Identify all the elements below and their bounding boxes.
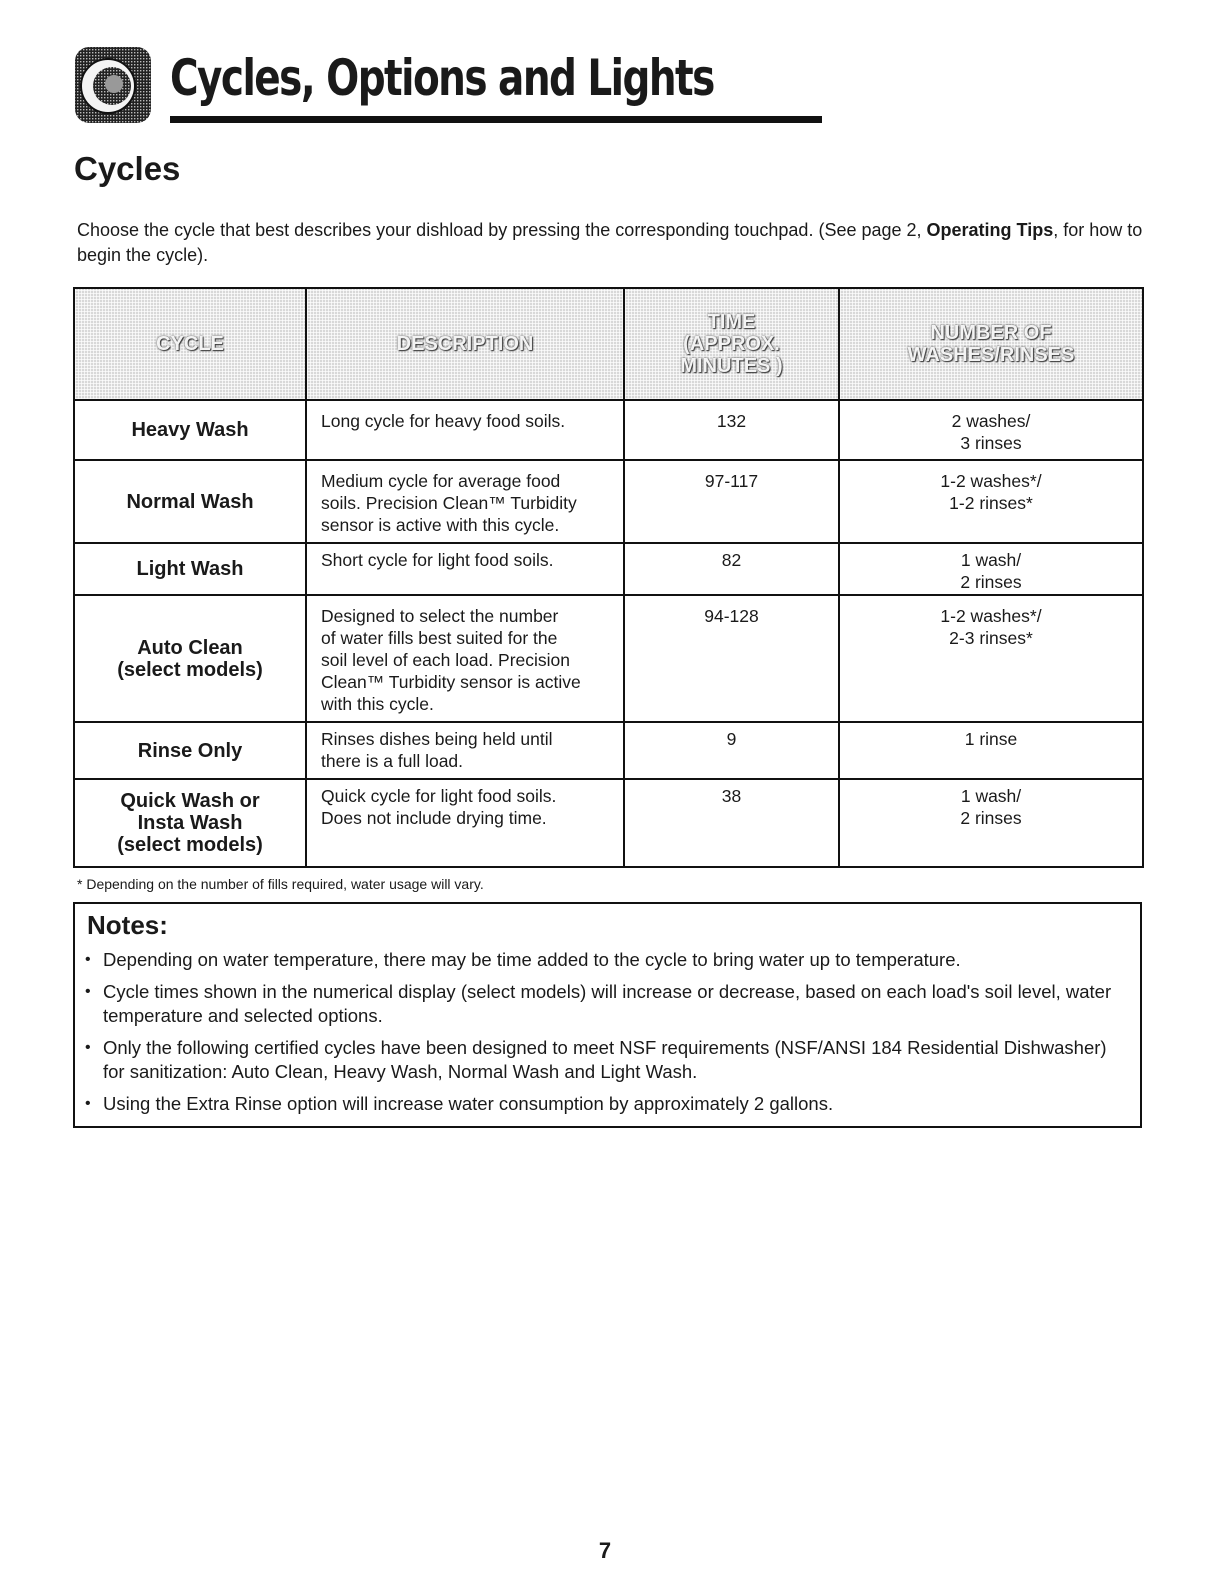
note-item: • Cycle times shown in the numerical display (select models) will increase or decrease, based on each load's soil level, water temperature and selected options. [85,980,1130,1028]
cycle-time: 9 [624,722,839,779]
cycle-time: 132 [624,400,839,460]
table-header-row [74,288,1143,400]
notes-list [85,948,1130,1124]
table-row [74,543,1143,595]
operating-tips-reference: Operating Tips [926,220,1054,240]
cycle-washes-rinses: 1 wash/ 2 rinses [839,543,1143,595]
column-header-description: DESCRIPTION [306,288,624,400]
cycle-name: Quick Wash or Insta Wash (select models) [74,779,306,867]
note-item: • Using the Extra Rinse option will increase water consumption by approximately 2 gallons. [85,1092,1130,1116]
notes-box [73,902,1142,1128]
cycle-name: Auto Clean (select models) [74,595,306,722]
cycles-table [73,287,1144,868]
intro-text-end: , for how to begin the cycle). [77,220,1143,265]
cycle-washes-rinses: 1 rinse [839,722,1143,779]
page-title: Cycles, Options and Lights [170,49,714,107]
cycle-name: Normal Wash [74,460,306,543]
cycle-washes-rinses: 2 washes/ 3 rinses [839,400,1143,460]
cycle-time: 94-128 [624,595,839,722]
cycle-washes-rinses: 1-2 washes*/ 2-3 rinses* [839,595,1143,722]
cycle-description: Quick cycle for light food soils. Does not include drying time. [306,779,624,867]
cycle-description: Designed to select the number of water fills best suited for the soil level of each load. Precision Clean™ Turbidity sensor is active with this cycle. [306,595,624,722]
notes-title: Notes: [87,910,168,940]
table-footnote: * Depending on the number of fills required, water usage will vary. [77,876,484,892]
intro-text: Choose the cycle that best describes your dishload by pressing the corresponding touchpad. (See page 2, [77,220,927,240]
cycle-description: Medium cycle for average food soils. Precision Clean™ Turbidity sensor is active with this cycle. [306,460,624,543]
cycle-description: Short cycle for light food soils. [306,543,624,595]
table-row [74,595,1143,722]
cycle-time: 97-117 [624,460,839,543]
cycle-description: Long cycle for heavy food soils. [306,400,624,460]
cycle-time: 38 [624,779,839,867]
cycle-name: Heavy Wash [74,400,306,460]
table-row [74,722,1143,779]
section-title: Cycles [74,150,181,187]
dishwasher-cycle-icon [74,46,152,124]
column-header-time: TIME (APPROX. MINUTES ) [624,288,839,400]
title-underline [170,116,822,123]
cycle-washes-rinses: 1-2 washes*/ 1-2 rinses* [839,460,1143,543]
intro-paragraph [77,218,1157,268]
cycle-name: Light Wash [74,543,306,595]
cycle-time: 82 [624,543,839,595]
note-item: • Depending on water temperature, there may be time added to the cycle to bring water up to temperature. [85,948,1130,972]
table-row [74,779,1143,867]
column-header-cycle: CYCLE [74,288,306,400]
cycle-name: Rinse Only [74,722,306,779]
page-header [74,40,750,126]
column-header-washes-rinses: NUMBER OF WASHES/RINSES [839,288,1143,400]
table-row [74,460,1143,543]
note-item: • Only the following certified cycles have been designed to meet NSF requirements (NSF/ANSI 184 Residential Dishwasher) for sanitization: Auto Clean, Heavy Wash, Normal Wash and Light Wash. [85,1036,1130,1084]
page-number: 7 [598,1538,612,1563]
cycle-description: Rinses dishes being held until there is a full load. [306,722,624,779]
table-row [74,400,1143,460]
cycle-washes-rinses: 1 wash/ 2 rinses [839,779,1143,867]
